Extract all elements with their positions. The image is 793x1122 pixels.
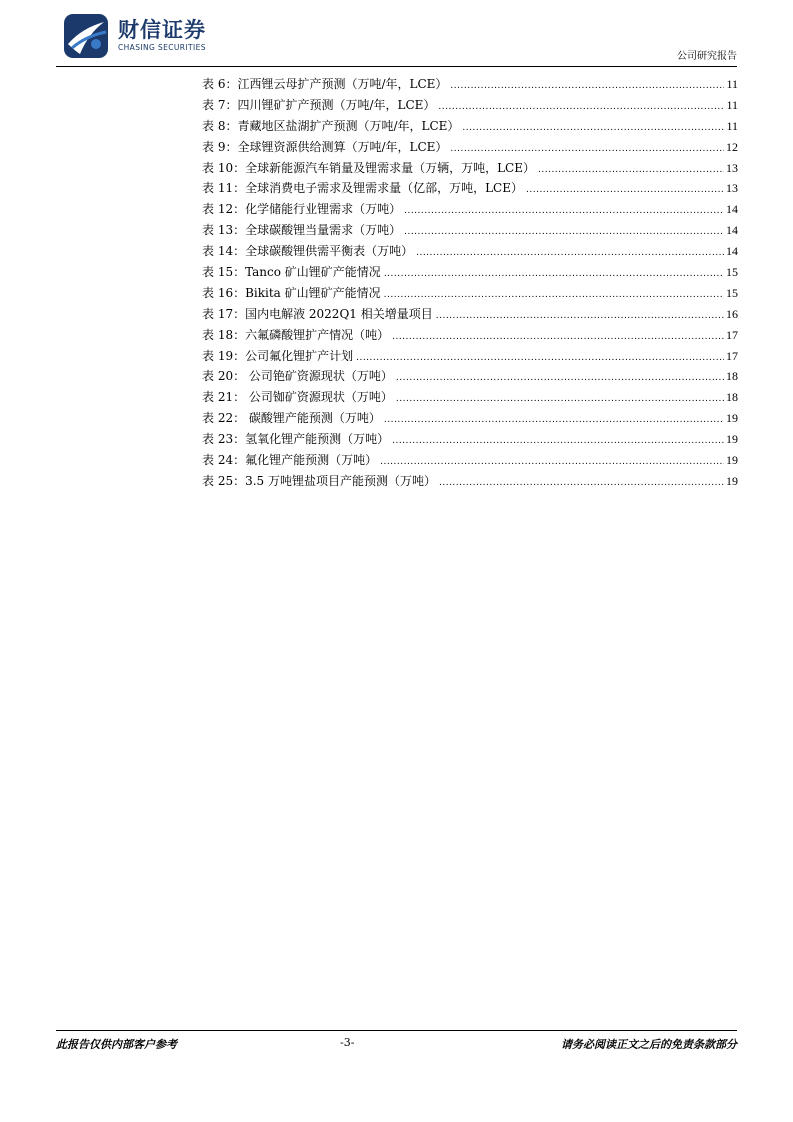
footer-divider bbox=[56, 1030, 737, 1031]
toc-entry-page: 16 bbox=[726, 306, 738, 321]
toc-entry[interactable] bbox=[202, 220, 738, 241]
toc-dot-leader bbox=[439, 473, 724, 494]
toc-dot-leader bbox=[384, 264, 724, 285]
toc-entry-page: 17 bbox=[726, 348, 738, 363]
toc-entry-page: 13 bbox=[726, 181, 738, 196]
toc-entry-page: 14 bbox=[726, 244, 738, 259]
chasing-securities-logo-icon bbox=[64, 14, 108, 58]
toc-entry[interactable] bbox=[202, 346, 738, 367]
toc-entry-label: 表 9：全球锂资源供给测算（万吨/年，LCE） bbox=[202, 139, 448, 154]
toc-entry[interactable] bbox=[202, 408, 738, 429]
toc-entry-page: 19 bbox=[726, 453, 738, 468]
toc-entry[interactable] bbox=[202, 158, 738, 179]
toc-entry-page: 15 bbox=[726, 285, 738, 300]
toc-entry[interactable] bbox=[202, 95, 738, 116]
toc-entry-page: 19 bbox=[726, 411, 738, 426]
toc-dot-leader bbox=[384, 285, 724, 306]
toc-entry-page: 19 bbox=[726, 432, 738, 447]
toc-entry-page: 11 bbox=[726, 118, 738, 133]
toc-entry-label: 表 13：全球碳酸锂当量需求（万吨） bbox=[202, 223, 402, 238]
toc-entry-label: 表 12：化学储能行业锂需求（万吨） bbox=[202, 202, 402, 217]
toc-entry-page: 19 bbox=[726, 473, 738, 488]
logo-chinese-name: 财信证券 bbox=[118, 18, 206, 42]
toc-entry-label: 表 24：氟化锂产能预测（万吨） bbox=[202, 453, 378, 468]
toc-entry-label: 表 25：3.5 万吨锂盐项目产能预测（万吨） bbox=[202, 473, 436, 488]
toc-dot-leader bbox=[396, 368, 724, 389]
toc-entry-label: 表 14：全球碳酸锂供需平衡表（万吨） bbox=[202, 244, 414, 259]
report-type-label: 公司研究报告 bbox=[677, 51, 737, 62]
toc-entry[interactable] bbox=[202, 366, 738, 387]
toc-entry-label: 表 22： 碳酸锂产能预测（万吨） bbox=[202, 411, 381, 426]
toc-dot-leader bbox=[392, 431, 724, 452]
toc-dot-leader bbox=[416, 243, 724, 264]
toc-entry-page: 11 bbox=[726, 77, 738, 91]
toc-entry[interactable] bbox=[202, 471, 738, 492]
toc-entry[interactable] bbox=[202, 74, 738, 95]
toc-entry[interactable] bbox=[202, 262, 738, 283]
toc-entry-label: 表 19：公司氟化锂扩产计划 bbox=[202, 348, 354, 363]
table-of-contents bbox=[202, 74, 738, 492]
toc-entry[interactable] bbox=[202, 199, 738, 220]
toc-entry-page: 11 bbox=[726, 97, 738, 112]
toc-dot-leader bbox=[396, 389, 724, 410]
toc-entry-page: 18 bbox=[726, 390, 738, 405]
toc-entry-page: 18 bbox=[726, 369, 738, 384]
toc-dot-leader bbox=[538, 160, 724, 181]
toc-entry-label: 表 16：Bikita 矿山锂矿产能情况 bbox=[202, 285, 381, 300]
toc-entry-label: 表 10：全球新能源汽车销量及锂需求量（万辆，万吨，LCE） bbox=[202, 160, 535, 175]
toc-dot-leader bbox=[526, 180, 724, 201]
toc-entry-label: 表 7：四川锂矿扩产预测（万吨/年，LCE） bbox=[202, 97, 436, 112]
toc-entry[interactable] bbox=[202, 304, 738, 325]
toc-entry-label: 表 6：江西锂云母扩产预测（万吨/年，LCE） bbox=[202, 77, 448, 91]
toc-dot-leader bbox=[404, 201, 724, 222]
toc-entry[interactable] bbox=[202, 116, 738, 137]
toc-dot-leader bbox=[436, 306, 724, 327]
toc-dot-leader bbox=[404, 222, 724, 243]
company-logo bbox=[64, 14, 214, 58]
toc-entry[interactable] bbox=[202, 283, 738, 304]
footer-disclaimer-right: 请务必阅读正文之后的免责条款部分 bbox=[561, 1038, 737, 1051]
toc-dot-leader bbox=[384, 410, 724, 431]
toc-dot-leader bbox=[356, 348, 724, 369]
header-divider bbox=[56, 66, 737, 67]
toc-entry[interactable] bbox=[202, 325, 738, 346]
toc-entry-label: 表 18：六氟磷酸锂扩产情况（吨） bbox=[202, 327, 390, 342]
toc-entry-label: 表 23：氢氧化锂产能预测（万吨） bbox=[202, 432, 390, 447]
toc-entry-page: 14 bbox=[726, 202, 738, 217]
toc-dot-leader bbox=[450, 139, 724, 160]
toc-entry-page: 13 bbox=[726, 160, 738, 175]
toc-entry-label: 表 8：青藏地区盐湖扩产预测（万吨/年，LCE） bbox=[202, 118, 460, 133]
toc-dot-leader bbox=[392, 327, 724, 348]
toc-entry-page: 12 bbox=[726, 139, 738, 154]
logo-english-name: CHASING SECURITIES bbox=[118, 43, 206, 52]
toc-entry[interactable] bbox=[202, 241, 738, 262]
toc-entry[interactable] bbox=[202, 387, 738, 408]
toc-dot-leader bbox=[462, 118, 724, 139]
toc-dot-leader bbox=[438, 97, 724, 118]
toc-dot-leader bbox=[380, 452, 724, 473]
toc-entry-label: 表 17：国内电解液 2022Q1 相关增量项目 bbox=[202, 306, 433, 321]
toc-dot-leader bbox=[450, 76, 724, 97]
toc-entry-label: 表 20： 公司铯矿资源现状（万吨） bbox=[202, 369, 393, 384]
toc-entry-label: 表 21： 公司铷矿资源现状（万吨） bbox=[202, 390, 393, 405]
toc-entry-page: 17 bbox=[726, 327, 738, 342]
toc-entry-page: 15 bbox=[726, 265, 738, 280]
page-number: -3- bbox=[340, 1036, 355, 1049]
toc-entry[interactable] bbox=[202, 137, 738, 158]
footer-disclaimer-left: 此报告仅供内部客户参考 bbox=[56, 1038, 177, 1051]
toc-entry-label: 表 11：全球消费电子需求及锂需求量（亿部，万吨，LCE） bbox=[202, 181, 523, 196]
toc-entry-page: 14 bbox=[726, 223, 738, 238]
toc-entry[interactable] bbox=[202, 450, 738, 471]
toc-entry[interactable] bbox=[202, 429, 738, 450]
toc-entry-label: 表 15：Tanco 矿山锂矿产能情况 bbox=[202, 265, 381, 280]
toc-entry[interactable] bbox=[202, 178, 738, 199]
